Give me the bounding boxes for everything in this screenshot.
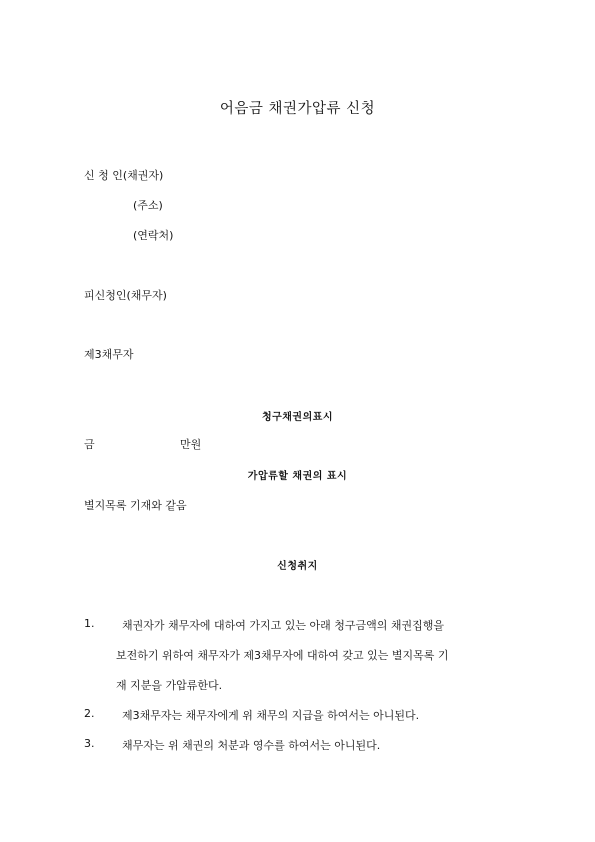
seizure-section-heading: 가압류할 채권의 표시 [247, 471, 348, 482]
claim-section-heading: 청구채권의표시 [261, 412, 334, 423]
purpose-item-1-line-3 [116, 677, 222, 693]
applicant-label: 신 청 인(채권자) [84, 169, 164, 182]
purpose-item-number: 3. [84, 737, 95, 750]
purpose-item-1-line-3-text: 재 지분을 가압류한다. [116, 679, 223, 692]
purpose-item-3-text: 채무자는 위 채권의 처분과 영수를 하여서는 아니된다. [122, 739, 381, 752]
purpose-item-number: 1. [84, 617, 95, 630]
claim-amount-unit: 만원 [180, 438, 202, 451]
purpose-item-1-line-2 [116, 647, 449, 663]
purpose-item-number: 2. [84, 707, 95, 720]
purpose-item-1-line-2-text: 보전하기 위하여 채무자가 제3채무자에 대하여 갖고 있는 별지목록 기 [116, 649, 449, 662]
claim-amount-prefix: 금 [84, 438, 95, 451]
purpose-item-1-line-1 [122, 617, 508, 633]
purpose-section-heading: 신청취지 [277, 561, 318, 572]
document-title: 어음금 채권가압류 신청 [219, 101, 376, 117]
purpose-item-2-text: 제3채무자는 채무자에게 위 채무의 지급을 하여서는 아니된다. [122, 709, 420, 722]
third-debtor-label: 제3채무자 [84, 348, 134, 361]
applicant-address-label: (주소) [133, 199, 163, 212]
seizure-section-text: 별지목록 기재와 같음 [84, 499, 187, 512]
purpose-item-1-line-1-text: 채권자가 채무자에 대하여 가지고 있는 아래 청구금액의 채권집행을 [122, 619, 445, 632]
applicant-contact-label: (연락처) [133, 229, 174, 242]
respondent-label: 피신청인(채무자) [84, 289, 167, 302]
